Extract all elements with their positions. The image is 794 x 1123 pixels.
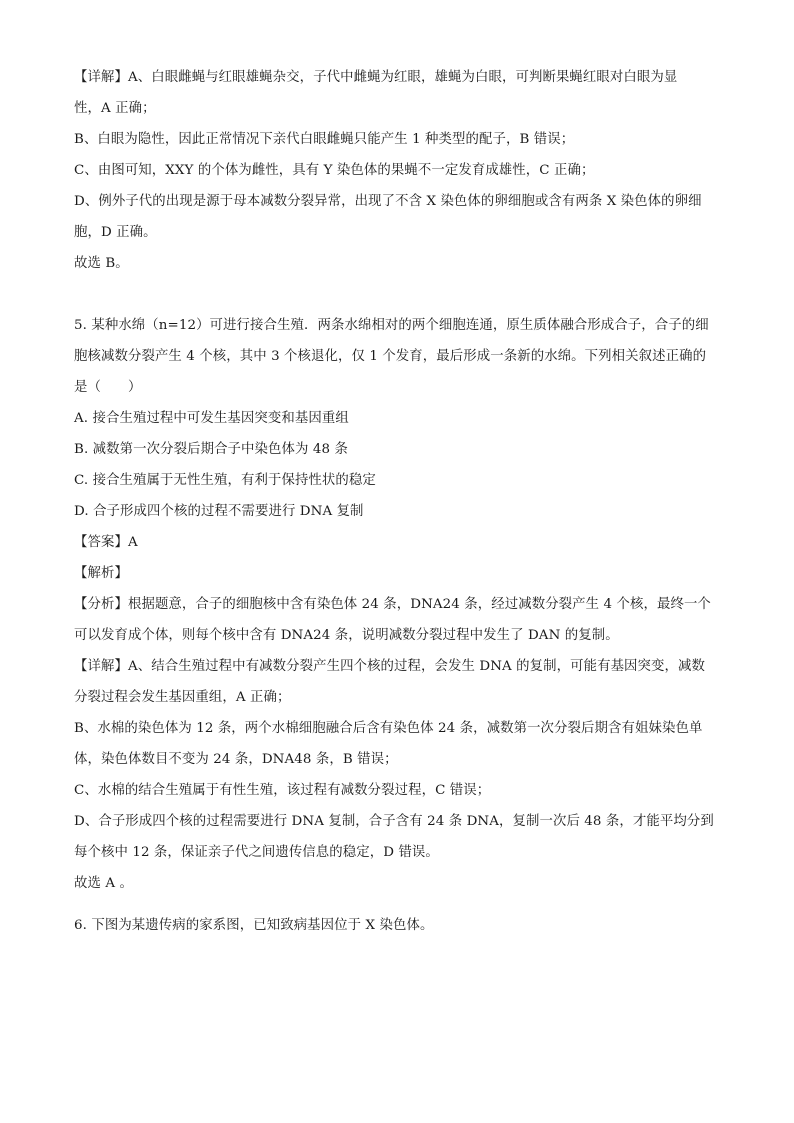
option-a: A. 接合生殖过程中可发生基因突变和基因重组 (74, 411, 349, 426)
question-5-line-1: 5. 某种水绵（n=12）可进行接合生殖．两条水绵相对的两个细胞连通，原生质体融合形成合子，合子的细 (74, 318, 709, 333)
question-5-line-2: 胞核减数分裂产生 4 个核，其中 3 个核退化，仅 1 个发育，最后形成一条新的水绵。下列相关叙述正确的 (74, 349, 707, 364)
choice-line: 故选 A 。 (74, 876, 133, 891)
question-5-line-3: 是（ ） (74, 380, 142, 395)
text-line-5: D、例外子代的出现是源于母本减数分裂异常，出现了不含 X 染色体的卵细胞或含有两条 X 染色体的卵细 (74, 194, 702, 209)
answer-line: 【答案】A (74, 535, 138, 550)
detail-line-6: D、合子形成四个核的过程需要进行 DNA 复制，合子含有 24 条 DNA，复制一次后 48 条，才能平均分到 (74, 814, 714, 829)
question-6-line-1: 6. 下图为某遗传病的家系图，已知致病基因位于 X 染色体。 (74, 918, 434, 933)
detail-line-4: 体，染色体数目不变为 24 条，DNA48 条，B 错误； (74, 752, 398, 767)
text-line-4: C、由图可知，XXY 的个体为雌性，具有 Y 染色体的果蝇不一定发育成雄性，C 正确； (74, 163, 595, 178)
analysis-line-2: 可以发育成个体，则每个核中含有 DNA24 条，说明减数分裂过程中发生了 DAN 的复制。 (74, 628, 619, 643)
option-c: C. 接合生殖属于无性生殖，有利于保持性状的稳定 (74, 473, 376, 488)
text-line-7: 故选 B。 (74, 256, 129, 271)
analysis-heading: 【解析】 (74, 566, 128, 581)
text-line-6: 胞，D 正确。 (74, 225, 157, 240)
detail-line-5: C、水棉的结合生殖属于有性生殖，该过程有减数分裂过程，C 错误； (74, 783, 491, 798)
text-line-2: 性，A 正确； (74, 101, 156, 116)
text-line-3: B、白眼为隐性，因此正常情况下亲代白眼雌蝇只能产生 1 种类型的配子，B 错误； (74, 132, 575, 147)
option-d: D. 合子形成四个核的过程不需要进行 DNA 复制 (74, 504, 364, 519)
detail-line-7: 每个核中 12 条，保证亲子代之间遗传信息的稳定，D 错误。 (74, 845, 439, 860)
option-b: B. 减数第一次分裂后期合子中染色体为 48 条 (74, 442, 348, 457)
detail-line-3: B、水棉的染色体为 12 条，两个水棉细胞融合后含有染色体 24 条，减数第一次分裂后期含有姐妹染色单 (74, 721, 703, 736)
detail-line-2: 分裂过程会发生基因重组，A 正确； (74, 690, 291, 705)
detail-line-1: 【详解】A、结合生殖过程中有减数分裂产生四个核的过程，会发生 DNA 的复制，可能有基因突变，减数 (74, 659, 705, 674)
text-line-1: 【详解】A、白眼雌蝇与红眼雄蝇杂交，子代中雌蝇为红眼，雄蝇为白眼，可判断果蝇红眼对白眼为显 (74, 70, 678, 85)
analysis-line-1: 【分析】根据题意，合子的细胞核中含有染色体 24 条，DNA24 条，经过减数分裂产生 4 个核，最终一个 (74, 597, 711, 612)
